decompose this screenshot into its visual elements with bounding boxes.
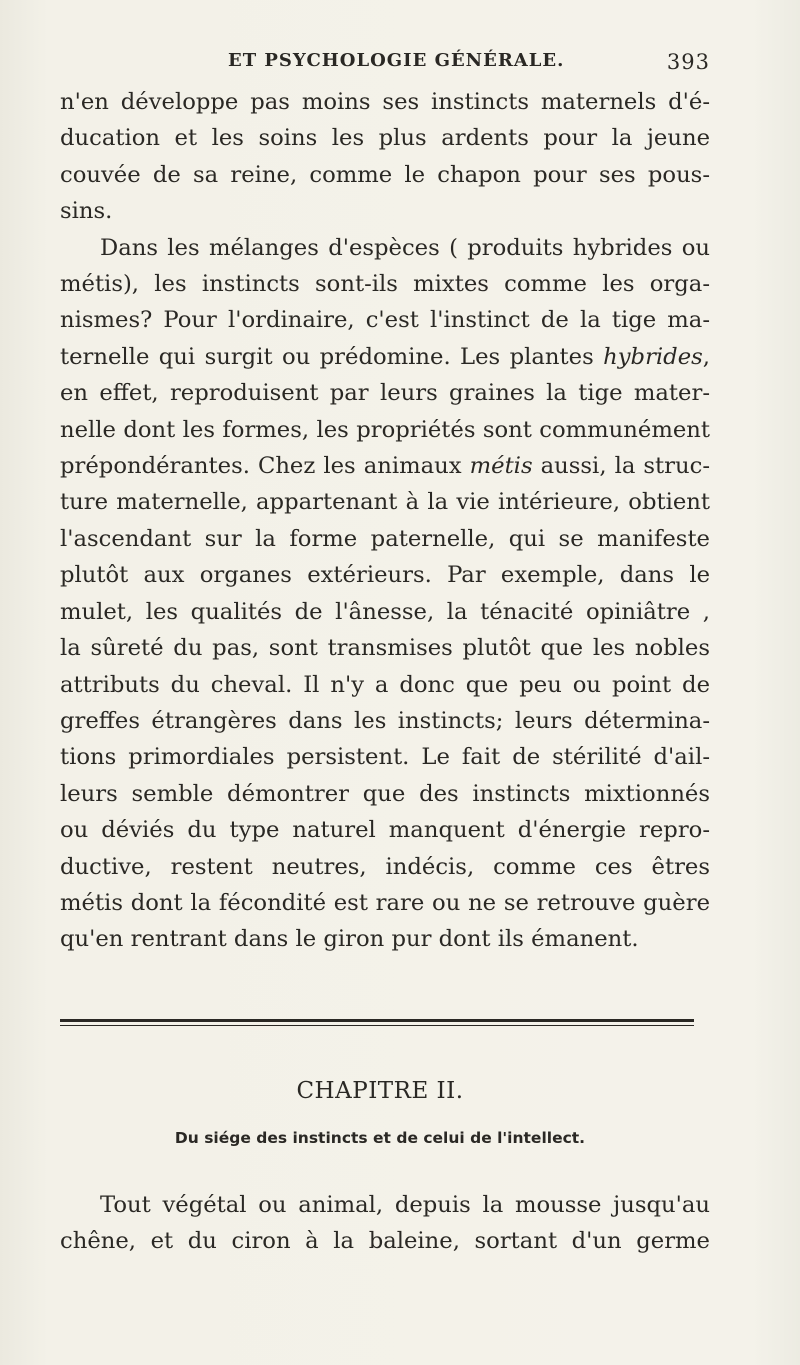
text-fragment: ternelle qui surgit ou prédomine. Les plantes bbox=[60, 343, 604, 370]
chapter-subtitle: Du siége des instincts et de celui de l'intellect. bbox=[174, 1129, 586, 1147]
italic-term: métis bbox=[469, 453, 533, 480]
text-line: ducation et les soins les plus ardents pour la jeune bbox=[60, 125, 710, 152]
text-line: ou déviés du type naturel manquent d'énergie repro- bbox=[60, 817, 710, 844]
text-line: l'ascendant sur la forme paternelle, qui se manifeste bbox=[60, 525, 710, 552]
text-line: n'en développe pas moins ses instincts maternels d'é- bbox=[60, 89, 710, 115]
chapter-text bbox=[60, 1187, 710, 1260]
text-line: sins. bbox=[60, 198, 113, 225]
page-number: 393 bbox=[666, 50, 710, 74]
text-line bbox=[60, 448, 710, 484]
body-text bbox=[60, 84, 710, 958]
text-line: couvée de sa reine, comme le chapon pour ses pous- bbox=[60, 161, 710, 188]
text-fragment: , bbox=[702, 343, 710, 370]
divider-thin-rule bbox=[60, 1025, 694, 1026]
text-line bbox=[60, 339, 710, 375]
text-line: nismes? Pour l'ordinaire, c'est l'instinct de la tige ma- bbox=[60, 307, 710, 334]
text-line: Tout végétal ou animal, depuis la mousse jusqu'au bbox=[100, 1192, 710, 1218]
text-line: tions primordiales persistent. Le fait de stérilité d'ail- bbox=[60, 744, 710, 771]
text-line: ture maternelle, appartenant à la vie intérieure, obtient bbox=[60, 489, 710, 516]
text-line: mulet, les qualités de l'ânesse, la ténacité opiniâtre , bbox=[60, 598, 710, 625]
text-line: Dans les mélanges d'espèces ( produits hybrides ou bbox=[100, 234, 710, 261]
text-line: ductive, restent neutres, indécis, comme ces êtres bbox=[60, 853, 710, 880]
text-line: métis), les instincts sont-ils mixtes comme les orga- bbox=[60, 271, 710, 298]
text-line: attributs du cheval. Il n'y a donc que peu ou point de bbox=[60, 671, 710, 698]
text-line: leurs semble démontrer que des instincts mixtionnés bbox=[60, 780, 710, 807]
running-head: ET PSYCHOLOGIE GÉNÉRALE. bbox=[228, 50, 565, 71]
paragraph-2 bbox=[60, 230, 710, 958]
text-fragment: aussi, la struc- bbox=[532, 453, 710, 480]
text-line: métis dont la fécondité est rare ou ne se retrouve guère bbox=[60, 889, 710, 916]
divider-thick-rule bbox=[60, 1019, 694, 1022]
text-line: nelle dont les formes, les propriétés sont communément bbox=[60, 416, 710, 443]
text-line: en effet, reproduisent par leurs graines la tige mater- bbox=[60, 380, 710, 407]
text-line: plutôt aux organes extérieurs. Par exemple, dans le bbox=[60, 562, 710, 589]
text-line: la sûreté du pas, sont transmises plutôt que les nobles bbox=[60, 635, 710, 662]
text-line: qu'en rentrant dans le giron pur dont ils émanent. bbox=[60, 926, 639, 953]
paragraph-1 bbox=[60, 84, 710, 230]
text-fragment: prépondérantes. Chez les animaux bbox=[60, 453, 470, 480]
section-divider bbox=[60, 1019, 694, 1026]
text-line: chêne, et du ciron à la baleine, sortant d'un germe bbox=[60, 1228, 710, 1255]
italic-term: hybrides bbox=[603, 343, 703, 370]
text-line: greffes étrangères dans les instincts; leurs détermina- bbox=[60, 707, 710, 734]
chapter-title: CHAPITRE II. bbox=[296, 1078, 464, 1104]
page-header bbox=[60, 50, 710, 80]
